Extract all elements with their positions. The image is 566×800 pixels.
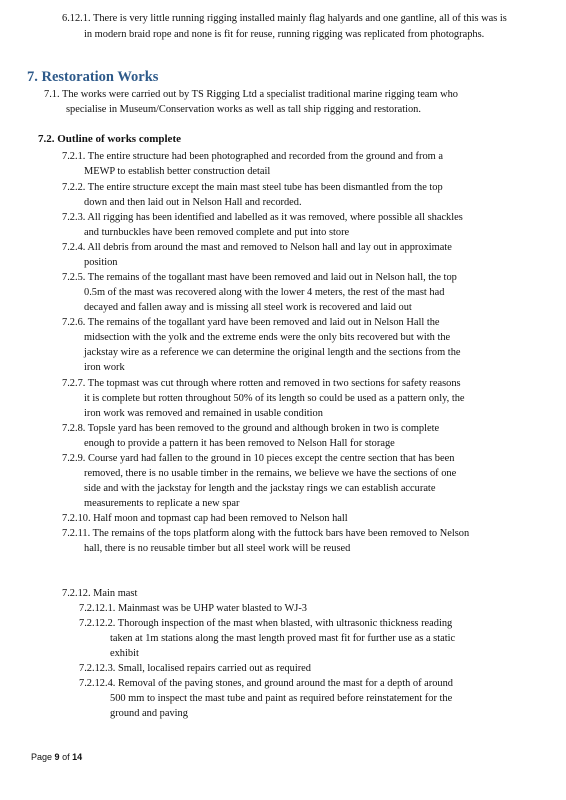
footer-page-word: Page bbox=[31, 752, 53, 762]
item-7-2-7-line-2: it is complete but rotten throughout 50% of its length so could be used as a pattern only, the bbox=[84, 393, 465, 404]
footer-page-total: 14 bbox=[72, 752, 83, 762]
item-7-2-12-2-line-2: taken at 1m stations along the mast length proved mast fit for further use as a static bbox=[110, 633, 456, 644]
item-7-2-9-line-3: side and with the jackstay for length and the jackstay rings we can establish accurate bbox=[84, 483, 436, 494]
item-7-2-3-line-2: and turnbuckles have been removed complete and put into store bbox=[84, 227, 350, 238]
item-7-2-12-4-line-1: 7.2.12.4. Removal of the paving stones, and ground around the mast for a depth of around bbox=[79, 678, 453, 689]
item-7-2-9-line-4: measurements to replicate a new spar bbox=[84, 498, 240, 509]
item-7-2-9-line-2: removed, there is no usable timber in the remains, we believe we have the sections of one bbox=[84, 468, 457, 479]
item-7-2-12-main-mast: 7.2.12. Main mast bbox=[62, 588, 138, 599]
item-7-2-5-line-1: 7.2.5. The remains of the togallant mast have been removed and laid out in Nelson hall, the top bbox=[62, 272, 457, 283]
item-7-2-6-line-3: jackstay wire as a reference we can determine the original length and the sections from the bbox=[84, 347, 461, 358]
item-7-2-7-line-3: iron work was removed and remained in usable condition bbox=[84, 408, 323, 419]
item-6-12-1-line-2: in modern braid rope and none is fit for reuse, running rigging was replicated from photographs. bbox=[84, 29, 485, 40]
subsection-heading-outline-of-works: 7.2. Outline of works complete bbox=[38, 133, 181, 145]
item-6-12-1-line-1: 6.12.1. There is very little running rigging installed mainly flag halyards and one gantline, all of this was is bbox=[62, 13, 507, 24]
section-heading-restoration-works: 7. Restoration Works bbox=[27, 69, 159, 85]
item-7-2-6-line-1: 7.2.6. The remains of the togallant yard have been removed and laid out in Nelson Hall the bbox=[62, 317, 440, 328]
item-7-2-2-line-2: down and then laid out in Nelson Hall and recorded. bbox=[84, 197, 302, 208]
item-7-2-11-line-1: 7.2.11. The remains of the tops platform along with the futtock bars have been removed to Nelson bbox=[62, 528, 470, 539]
item-7-2-5-line-2: 0.5m of the mast was recovered along with the lower 4 meters, the rest of the mast had bbox=[84, 287, 445, 298]
page-footer bbox=[31, 752, 82, 762]
item-7-2-12-2-line-3: exhibit bbox=[110, 648, 139, 659]
item-7-2-12-3: 7.2.12.3. Small, localised repairs carried out as required bbox=[79, 663, 311, 674]
item-7-2-1-line-1: 7.2.1. The entire structure had been photographed and recorded from the ground and from a bbox=[62, 151, 443, 162]
item-7-2-12-4-line-3: ground and paving bbox=[110, 708, 188, 719]
item-7-2-4-line-2: position bbox=[84, 257, 118, 268]
item-7-2-12-1: 7.2.12.1. Mainmast was be UHP water blasted to WJ-3 bbox=[79, 603, 307, 614]
item-7-2-12-2-line-1: 7.2.12.2. Thorough inspection of the mast when blasted, with ultrasonic thickness reading bbox=[79, 618, 453, 629]
item-7-2-9-line-1: 7.2.9. Course yard had fallen to the ground in 10 pieces except the centre section that has been bbox=[62, 453, 455, 464]
item-7-1-line-2: specialise in Museum/Conservation works as well as tall ship rigging and restoration. bbox=[66, 104, 421, 115]
item-7-2-7-line-1: 7.2.7. The topmast was cut through where rotten and removed in two sections for safety reasons bbox=[62, 378, 461, 389]
item-7-2-12-4-line-2: 500 mm to inspect the mast tube and paint as required before reinstatement for the bbox=[110, 693, 453, 704]
item-7-2-10: 7.2.10. Half moon and topmast cap had been removed to Nelson hall bbox=[62, 513, 348, 524]
item-7-2-11-line-2: hall, there is no reusable timber but all steel work will be reused bbox=[84, 543, 351, 554]
item-7-2-5-line-3: decayed and fallen away and is missing all steel work is recovered and laid out bbox=[84, 302, 412, 313]
item-7-2-3-line-1: 7.2.3. All rigging has been identified and labelled as it was removed, where possible all shackles bbox=[62, 212, 463, 223]
item-7-2-8-line-1: 7.2.8. Topsle yard has been removed to the ground and although broken in two is complete bbox=[62, 423, 440, 434]
item-7-2-8-line-2: enough to provide a pattern it has been removed to Nelson Hall for storage bbox=[84, 438, 395, 449]
item-7-1-line-1: 7.1. The works were carried out by TS Rigging Ltd a specialist traditional marine rigging team who bbox=[44, 89, 458, 100]
item-7-2-1-line-2: MEWP to establish better construction detail bbox=[84, 166, 271, 177]
item-7-2-6-line-2: midsection with the yolk and the extreme ends were the only bits recovered but with the bbox=[84, 332, 451, 343]
footer-page-number: 9 bbox=[54, 752, 60, 762]
item-7-2-6-line-4: iron work bbox=[84, 362, 125, 373]
item-7-2-2-line-1: 7.2.2. The entire structure except the main mast steel tube has been dismantled from the top bbox=[62, 182, 443, 193]
item-7-2-4-line-1: 7.2.4. All debris from around the mast and removed to Nelson hall and lay out in approximate bbox=[62, 242, 452, 253]
footer-of-word: of bbox=[62, 752, 70, 762]
